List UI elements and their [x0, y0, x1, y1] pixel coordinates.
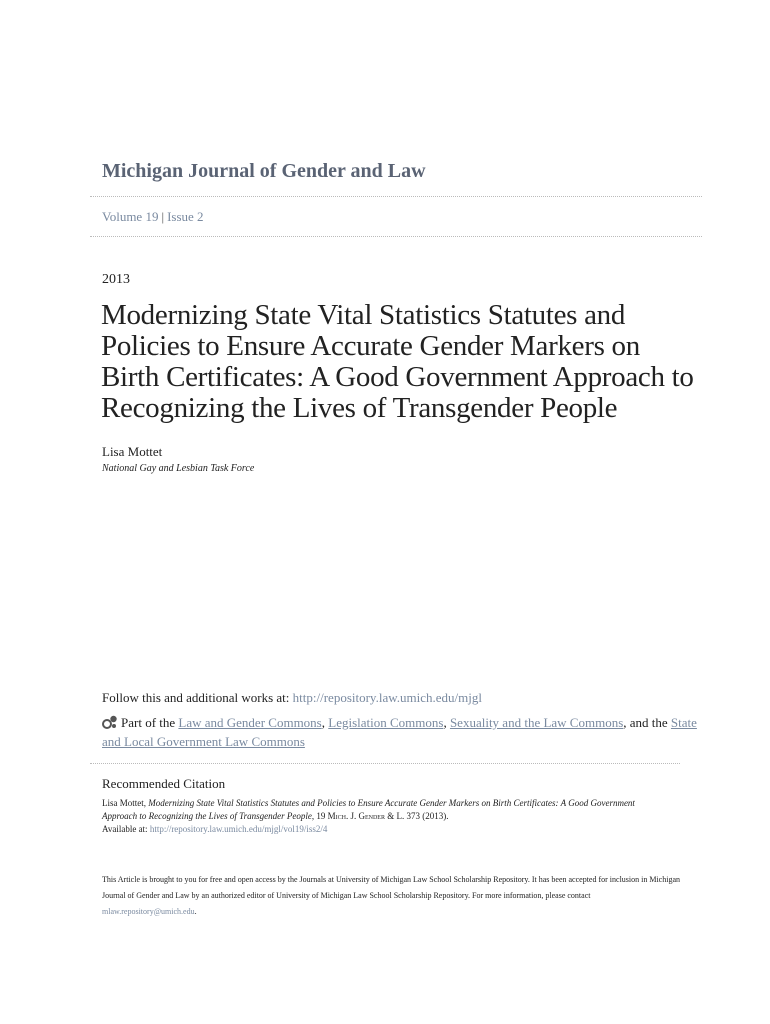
citation-journal-abbrev: Mich. J. Gender	[327, 811, 385, 821]
article-title: Modernizing State Vital Statistics Statutes and Policies to Ensure Accurate Gender Markers on Birth Certificates: A Good Government Approach to Recognizing the Lives of Transgender People	[101, 299, 694, 424]
follow-line	[102, 690, 482, 706]
sexuality-and-law-commons-link[interactable]: Sexuality and the Law Commons	[449, 715, 624, 730]
repository-link[interactable]: http://repository.law.umich.edu/mjgl	[292, 690, 482, 705]
comma-separator: ,	[443, 715, 450, 730]
citation-author: Lisa Mottet,	[102, 798, 149, 808]
volume-issue-line	[102, 209, 204, 225]
divider-top	[90, 196, 702, 197]
state-local-government-commons-link[interactable]: State and Local Government Law Commons	[102, 715, 697, 749]
follow-label: Follow this and additional works at:	[102, 690, 293, 705]
author-name: Lisa Mottet	[102, 444, 163, 459]
legislation-commons-link[interactable]: Legislation Commons	[328, 715, 444, 730]
publication-year: 2013	[102, 272, 130, 287]
access-notice	[102, 872, 682, 920]
and-the-label: , and the	[623, 715, 671, 730]
commons-line	[102, 713, 702, 751]
author-affiliation: National Gay and Lesbian Task Force	[102, 463, 255, 474]
citation-ref-pre: , 19	[311, 811, 328, 821]
citation-heading: Recommended Citation	[102, 776, 226, 791]
access-notice-text: This Article is brought to you for free and open access by the Journals at University of Michigan Law School Scholarship Repository. It has been accepted for inclusion in Michigan Journal of Gender and Law by an authorized editor of University of Michigan Law School Scholarship Repository. For more information, please contact	[102, 875, 681, 900]
comma-separator: ,	[321, 715, 329, 730]
journal-title[interactable]: Michigan Journal of Gender and Law	[102, 160, 426, 182]
law-and-gender-commons-link[interactable]: Law and Gender Commons	[178, 715, 322, 730]
part-of-label: Part of the	[121, 715, 179, 730]
volume-separator: |	[161, 209, 165, 224]
citation-ref-post: & L. 373 (2013).	[384, 811, 449, 821]
commons-network-icon	[102, 715, 118, 729]
divider-volume	[90, 236, 702, 237]
volume-link[interactable]: Volume 19	[102, 209, 159, 224]
article-url-link[interactable]: http://repository.law.umich.edu/mjgl/vol19/iss2/4	[149, 824, 328, 834]
issue-link[interactable]: Issue 2	[167, 209, 204, 224]
citation-body	[102, 797, 662, 836]
contact-email-link[interactable]: mlaw.repository@umich.edu	[102, 907, 195, 916]
notice-period: .	[194, 907, 197, 916]
divider-citation	[90, 763, 680, 764]
available-label: Available at:	[102, 824, 150, 834]
citation-title: Modernizing State Vital Statistics Statutes and Policies to Ensure Accurate Gender Markers on Birth Certificates: A Good Government Approach to Recognizing the Lives of Transgender People	[102, 798, 635, 821]
